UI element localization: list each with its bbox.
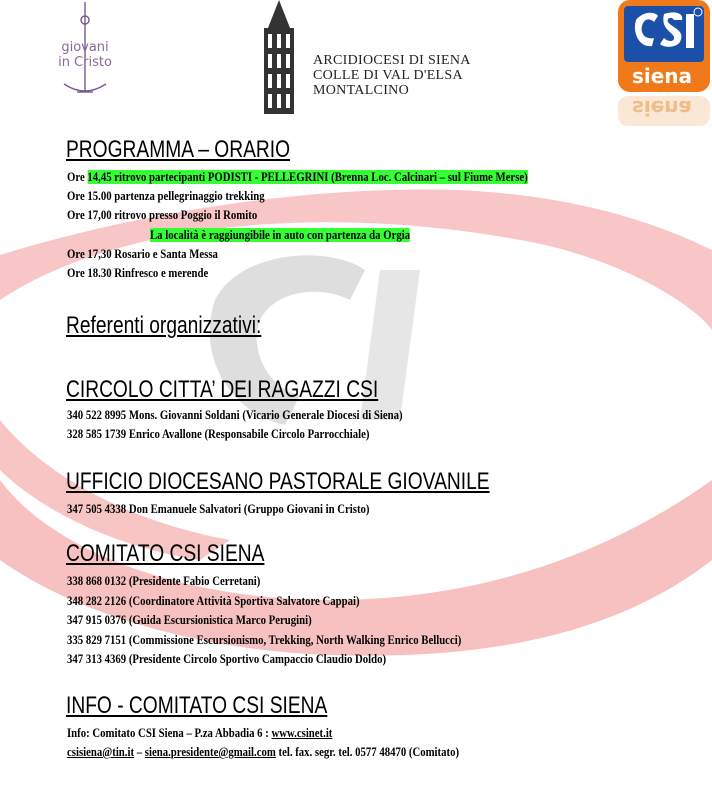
csi-logo-text: siena [631, 64, 693, 88]
giovani-logo-line2: in Cristo [58, 55, 112, 70]
page-header [0, 0, 712, 128]
comitato-line-4: 335 829 7151 (Commissione Escursionismo, Trekking, North Walking Enrico Bellucci) [67, 633, 462, 647]
program-note-highlight: La località è raggiungibile in auto con partenza da Orgia [150, 228, 411, 242]
referenti-heading: Referenti organizzativi: [66, 312, 262, 339]
program-row-3: Ore 17,00 ritrovo presso Poggio il Romito [67, 208, 258, 222]
info-line-2-tail: tel. fax. segr. tel. 0577 48470 (Comitato) [275, 745, 460, 759]
circolo-heading: CIRCOLO CITTA’ DEI RAGAZZI CSI [66, 376, 379, 403]
comitato-line-1: 338 868 0132 (Presidente Fabio Cerretani) [67, 574, 261, 588]
program-row-4: Ore 17,30 Rosario e Santa Messa [67, 247, 218, 261]
comitato-line-5: 347 313 4369 (Presidente Circolo Sportivo Campaccio Claudio Doldo) [67, 652, 387, 666]
giovani-logo-text [44, 40, 126, 70]
info-separator: – [134, 745, 145, 759]
diocesi-line2: COLLE DI VAL D'ELSA [313, 68, 463, 83]
giovani-logo-line1: giovani [61, 40, 109, 55]
info-line-1-text: Info: Comitato CSI Siena – P.za Abbadia 6 : [67, 726, 272, 740]
email-link-csisiena[interactable]: csisiena@tin.it [67, 745, 135, 759]
ufficio-line-1: 347 505 4338 Don Emanuele Salvatori (Gruppo Giovani in Cristo) [67, 502, 370, 516]
diocesi-line3: MONTALCINO [313, 83, 409, 98]
website-link[interactable]: www.csinet.it [271, 726, 333, 740]
diocesi-line1: ARCIDIOCESI DI SIENA [313, 53, 471, 68]
diocesi-name [313, 53, 471, 98]
tower-logo-icon [254, 0, 304, 114]
info-heading: INFO - COMITATO CSI SIENA [66, 692, 328, 719]
comitato-heading: COMITATO CSI SIENA [66, 540, 265, 567]
circolo-line-2: 328 585 1739 Enrico Avallone (Responsabile Circolo Parrocchiale) [67, 427, 370, 441]
circolo-line-1: 340 522 8995 Mons. Giovanni Soldani (Vicario Generale Diocesi di Siena) [67, 408, 403, 422]
program-heading: PROGRAMMA – ORARIO [66, 136, 291, 163]
info-line-1 [67, 724, 332, 743]
program-row-5: Ore 18.30 Rinfresco e merende [67, 266, 209, 280]
program-row-1-prefix: Ore [67, 170, 88, 184]
comitato-line-3: 347 915 0376 (Guida Escursionistica Marco Perugini) [67, 613, 312, 627]
comitato-line-2: 348 282 2126 (Coordinatore Attività Sportiva Salvatore Cappai) [67, 594, 360, 608]
csi-logo-text-reflection: siena [631, 96, 693, 120]
email-link-presidente[interactable]: siena.presidente@gmail.com [144, 745, 276, 759]
ufficio-heading: UFFICIO DIOCESANO PASTORALE GIOVANILE [66, 468, 490, 495]
program-note [150, 226, 410, 245]
program-row-2: Ore 15.00 partenza pellegrinaggio trekking [67, 189, 265, 203]
info-line-2 [67, 743, 459, 762]
program-row-1-highlight: 14,45 ritrovo partecipanti PODISTI - PELLEGRINI (Brenna Loc. Calcinari – sul Fiume Merse) [87, 170, 528, 184]
program-row-1 [67, 168, 528, 187]
